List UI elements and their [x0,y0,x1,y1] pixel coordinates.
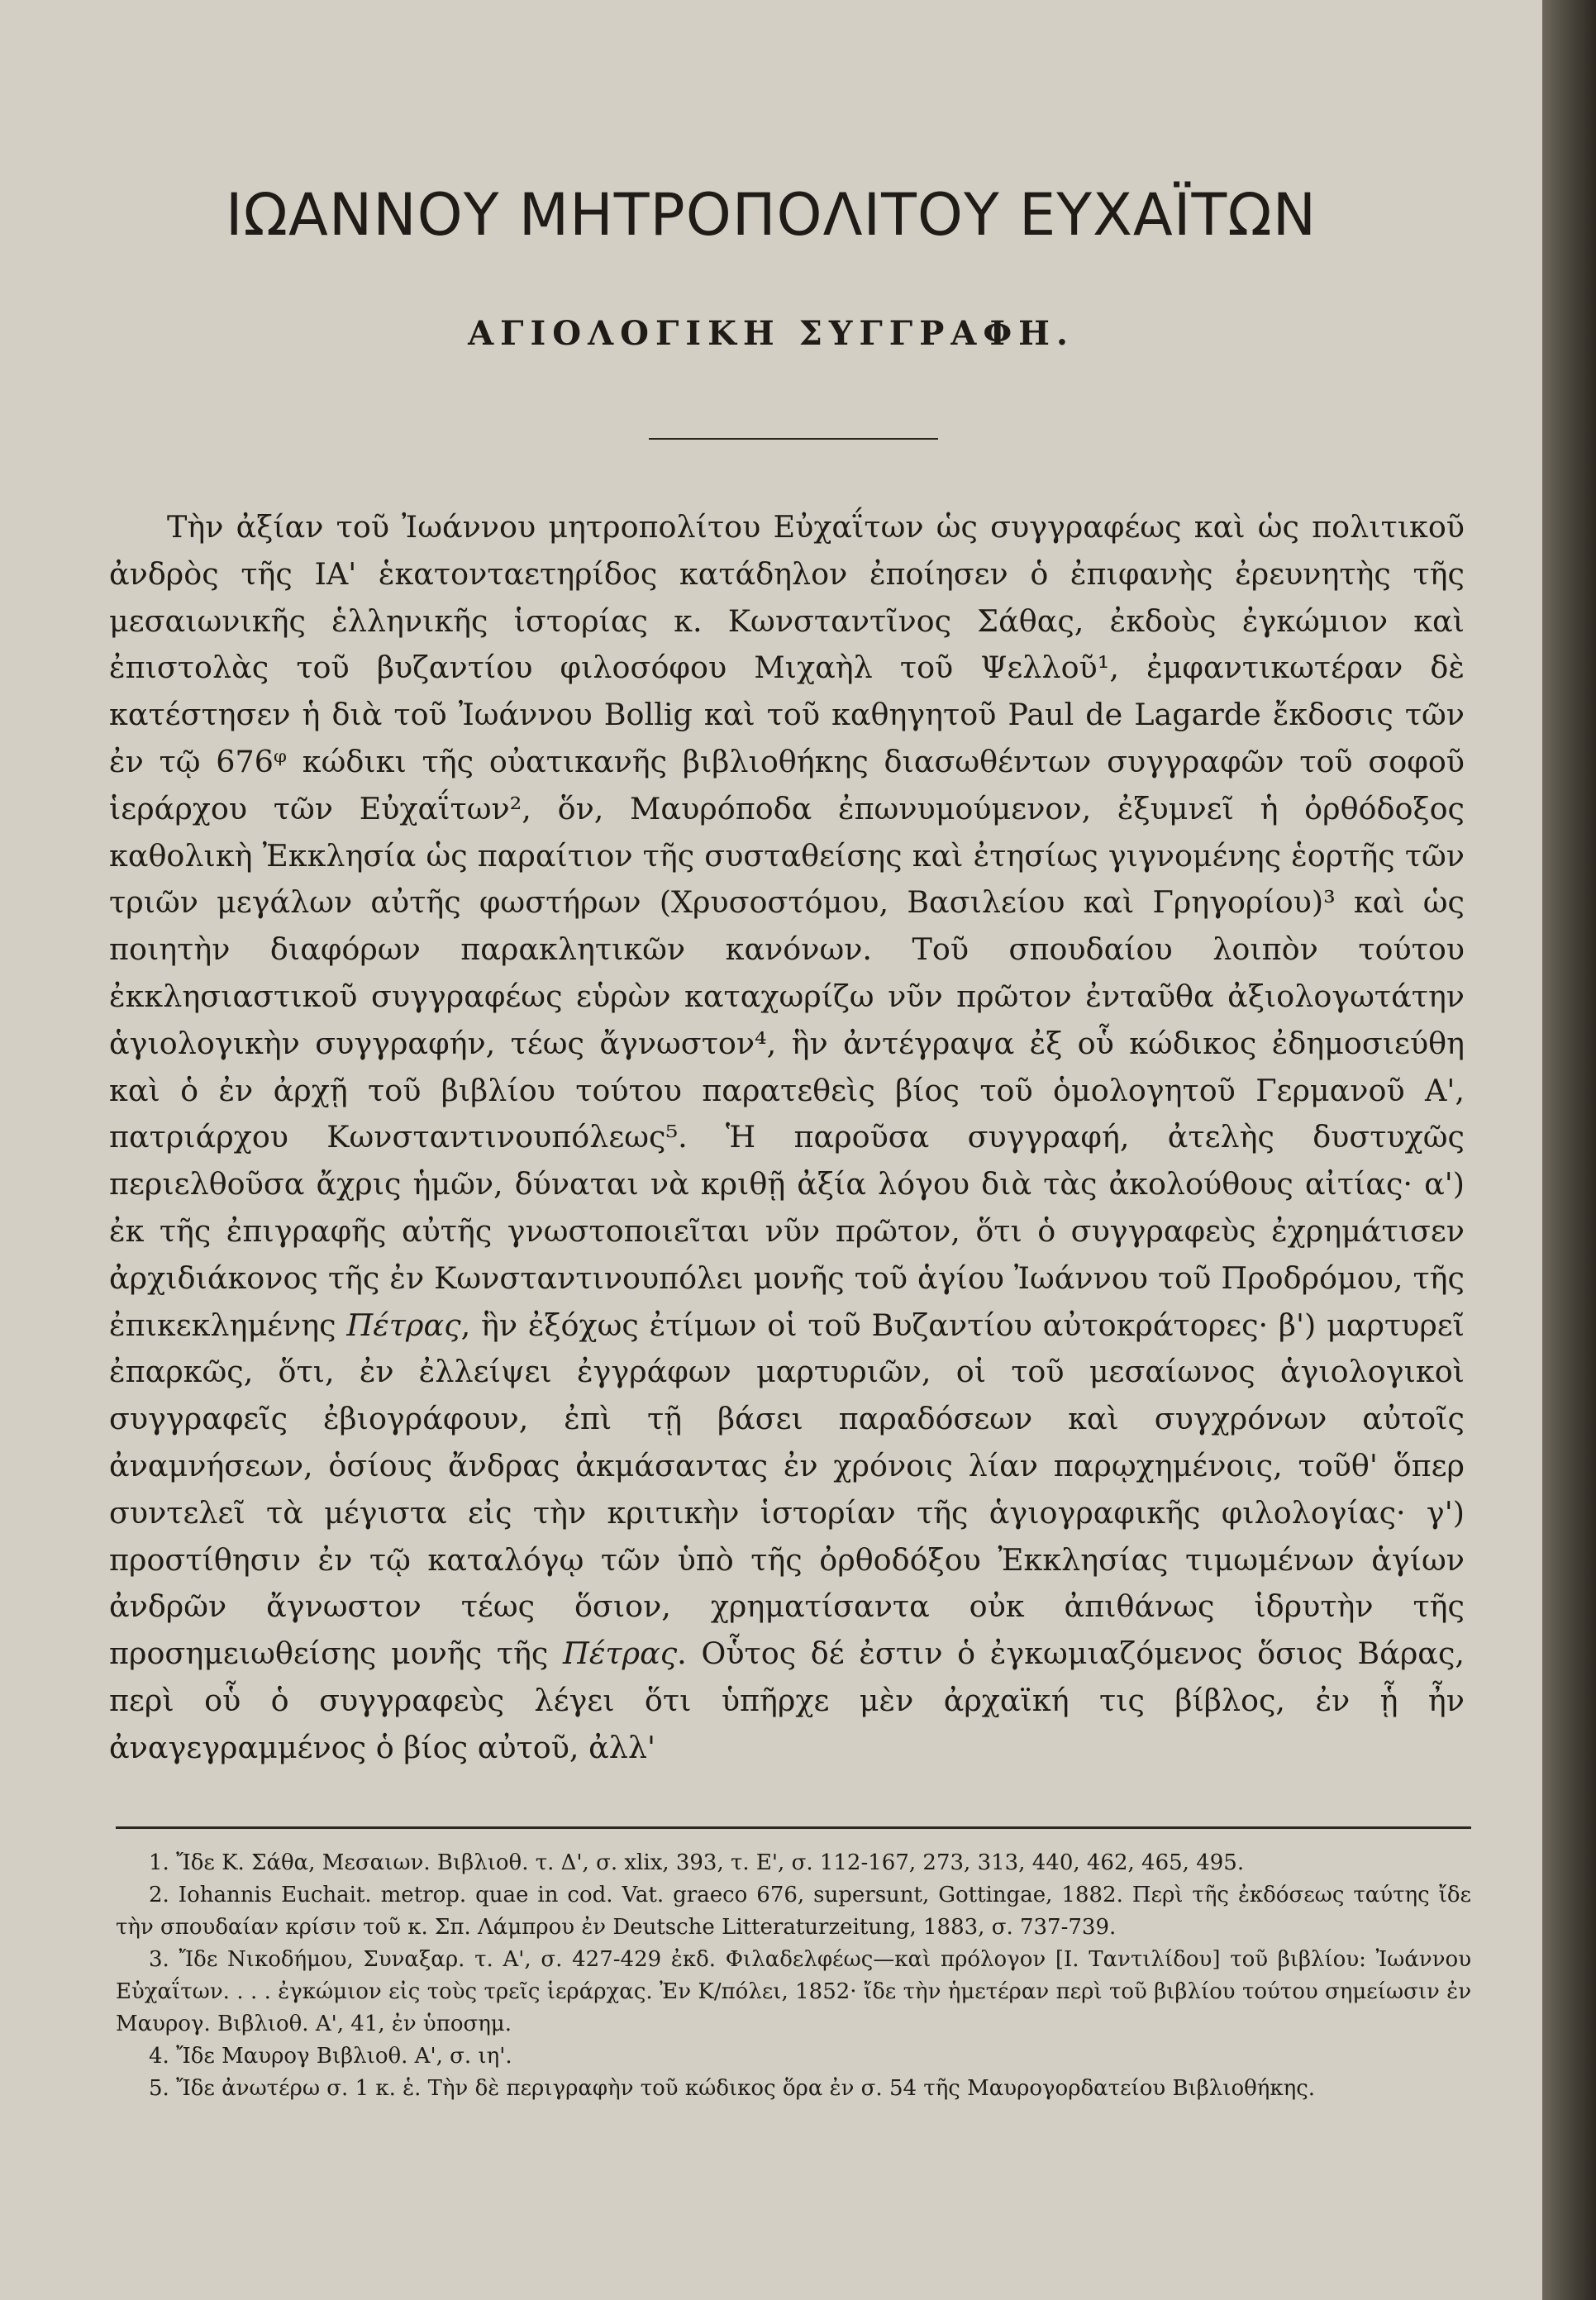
footnote-3: 3. Ἴδε Νικοδήμου, Συναξαρ. τ. Α', σ. 427-429 ἐκδ. Φιλαδελφέως—καὶ πρόλογον [Ι. Ταντιλίδου] τοῦ βιβλίου: Ἰωάννου Εὐχαΐτων. . . . ἐγκώμιον εἰς τοὺς τρεῖς ἱεράρχας. Ἐν Κ/πόλει, 1852· ἴδε τὴν ἡμετέραν περὶ τοῦ βιβλίου τούτου σημείωσιν ἐν Μαυρογ. Βιβλιοθ. Α', 41, ἐν ὑποσημ. [116,1947,1471,2036]
footnote-4: 4. Ἴδε Μαυρογ Βιβλιοθ. Α', σ. ιη'. [149,2044,512,2069]
paragraph-italic-1: Πέτρας [346,1307,461,1343]
footnote-1: 1. Ἴδε Κ. Σάθα, Μεσαιων. Βιβλιοθ. τ. Δ', σ. xlix, 393, τ. Ε', σ. 112-167, 273, 313, 440, 462, 465, 495. [149,1850,1245,1875]
page-edge-shadow [1542,0,1596,2300]
paragraph-italic-2: Πέτρας [563,1636,678,1672]
main-paragraph [109,504,1465,1772]
footnote-5: 5. Ἴδε ἀνωτέρω σ. 1 κ. ἑ. Τὴν δὲ περιγραφὴν τοῦ κώδικος ὅρα ἐν σ. 54 τῆς Μαυρογορδατείου Βιβλιοθήκης. [149,2076,1316,2101]
title-divider [649,438,938,440]
paragraph-text-3: . Οὗτος δέ ἐστιν ὁ ἐγκωμιαζόμενος ὅσιος Βάρας, περὶ οὗ ὁ συγγραφεὺς λέγει ὅτι ὑπῆρχε μὲν ἀρχαϊκή τις βίβλος, ἐν ᾗ ἦν ἀναγεγραμμένος ὁ βίος αὐτοῦ, ἀλλ' [109,1636,1465,1765]
paragraph-text-1: Τὴν ἀξίαν τοῦ Ἰωάννου μητροπολίτου Εὐχαΐτων ὡς συγγραφέως καὶ ὡς πολιτικοῦ ἀνδρὸς τῆς ΙΑ' ἑκατονταετηρίδος κατάδηλον ἐποίησεν ὁ ἐπιφανὴς ἐρευνητὴς τῆς μεσαιωνικῆς ἑλληνικῆς ἱστορίας κ. Κωνσταντῖνος Σάθας, ἐκδοὺς ἐγκώμιον καὶ ἐπιστολὰς τοῦ βυζαντίου φιλοσόφου Μιχαὴλ τοῦ Ψελλοῦ¹, ἐμφαντικωτέραν δὲ κατέστησεν ἡ διὰ τοῦ Ἰωάννου Bollig καὶ τοῦ καθηγητοῦ Paul de Lagarde ἔκδοσις τῶν ἐν τῷ 676ᵠ κώδικι τῆς οὐατικανῆς βιβλιοθήκης διασωθέντων συγγραφῶν τοῦ σοφοῦ ἱεράρχου τῶν Εὐχαΐτων², ὅν, Μαυρόποδα ἐπωνυμούμενον, ἐξυμνεῖ ἡ ὀρθόδοξος καθολικὴ Ἐκκλησία ὡς παραίτιον τῆς συσταθείσης καὶ ἐτησίως γιγνομένης ἑορτῆς τῶν τριῶν μεγάλων αὐτῆς φωστήρων (Χρυσοστόμου, Βασιλείου καὶ Γρηγορίου)³ καὶ ὡς ποιητὴν διαφόρων παρακλητικῶν κανόνων. Τοῦ σπουδαίου λοιπὸν τούτου ἐκκλησιαστικοῦ συγγραφέως εὑρὼν καταχωρίζω νῦν πρῶτον ἐνταῦθα ἀξιολογωτάτην ἁγιολογικὴν συγγραφήν, τέως ἄγνωστον⁴, ἣν ἀντέγραψα ἐξ οὗ κώδικος ἐδημοσιεύθη καὶ ὁ ἐν ἀρχῇ τοῦ βιβλίου τούτου παρατεθεὶς βίος τοῦ ὁμολογητοῦ Γερμανοῦ Α', πατριάρχου Κωνσταντινουπόλεως⁵. Ἡ παροῦσα συγγραφή, ἀτελὴς δυστυχῶς περιελθοῦσα ἄχρις ἡμῶν, δύναται νὰ κριθῇ ἀξία λόγου διὰ τὰς ἀκολούθους αἰτίας· α') ἐκ τῆς ἐπιγραφῆς αὐτῆς γνωστοποιεῖται νῦν πρῶτον, ὅτι ὁ συγγραφεὺς ἐχρημάτισεν ἀρχιδιάκονος τῆς ἐν Κωνσταντινουπόλει μονῆς τοῦ ἁγίου Ἰωάννου τοῦ Προδρόμου, τῆς ἐπικεκλημένης [109,509,1465,1343]
paragraph-text-2: , ἣν ἐξόχως ἐτίμων οἱ τοῦ Βυζαντίου αὐτοκράτορες· β') μαρτυρεῖ ἐπαρκῶς, ὅτι, ἐν ἐλλείψει ἐγγράφων μαρτυριῶν, οἱ τοῦ μεσαίωνος ἁγιολογικοὶ συγγραφεῖς ἐβιογράφουν, ἐπὶ τῇ βάσει παραδόσεων καὶ συγχρόνων αὐτοῖς ἀναμνήσεων, ὁσίους ἄνδρας ἀκμάσαντας ἐν χρόνοις λίαν παρῳχημένοις, τοῦθ' ὅπερ συντελεῖ τὰ μέγιστα εἰς τὴν κριτικὴν ἱστορίαν τῆς ἁγιογραφικῆς φιλολογίας· γ') προστίθησιν ἐν τῷ καταλόγῳ τῶν ὑπὸ τῆς ὀρθοδόξου Ἐκκλησίας τιμωμένων ἁγίων ἀνδρῶν ἄγνωστον τέως ὅσιον, χρηματίσαντα οὐκ ἀπιθάνως ἱδρυτὴν τῆς προσημειωθείσης μονῆς τῆς [109,1307,1465,1672]
page-title: ΙΩΑΝΝΟΥ ΜΗΤΡΟΠΟΛΙΤΟΥ ΕΥΧΑΪΤΩΝ [225,181,1317,249]
footnote-2: 2. Iohannis Euchait. metrop. quae in cod. Vat. graeco 676, supersunt, Gottingae, 1882. Περὶ τῆς ἐκδόσεως ταύτης ἴδε τὴν σπουδαίαν κρίσιν τοῦ κ. Σπ. Λάμπρου ἐν Deutsche Litteraturzeitung, 1883, σ. 737-739. [116,1883,1471,1940]
footnote-divider [116,1826,1471,1829]
page-subtitle: ΑΓΙΟΛΟΓΙΚΗ ΣΥΓΓΡΑΦΗ. [468,314,1074,353]
footnotes [116,1847,1471,2105]
